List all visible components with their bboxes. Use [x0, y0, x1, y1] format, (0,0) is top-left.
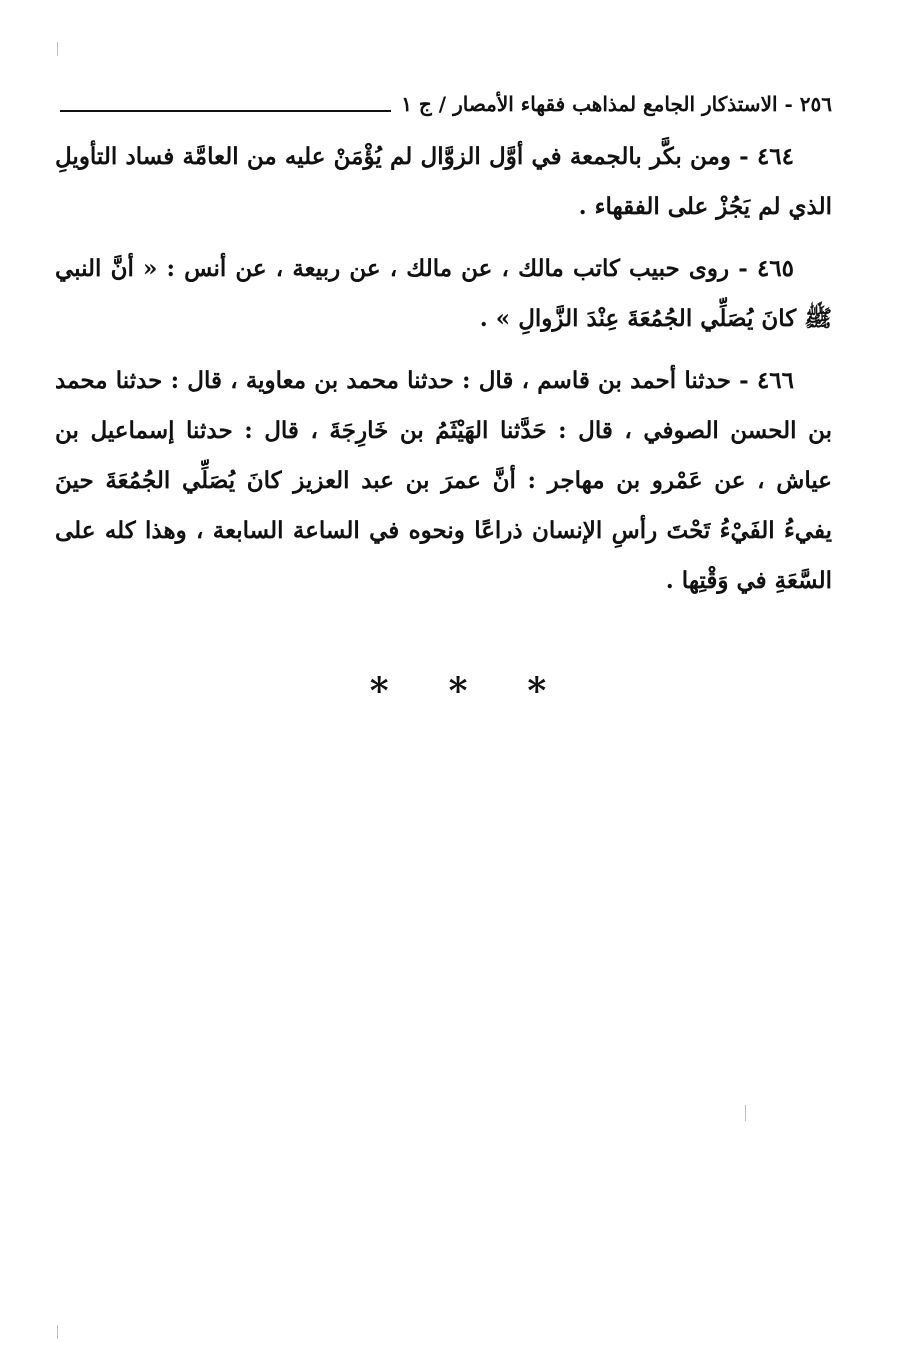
paragraph-text: - روى حبيب كاتب مالك ، عن مالك ، عن ربيعة ، عن أنس : « أنَّ النبي ﷺ كانَ يُصَلِّي الجُمُعَةَ عِنْدَ الزَّوالِ » . — [55, 255, 832, 332]
scan-speck — [57, 1325, 58, 1339]
asterisk-glyph: * — [527, 670, 547, 712]
paragraph-number: ٤٦٤ — [756, 143, 794, 170]
scan-speck — [57, 42, 58, 56]
scan-speck — [745, 1105, 746, 1121]
page-body — [55, 132, 832, 618]
paragraph-464 — [55, 132, 832, 232]
paragraph-465 — [55, 244, 832, 344]
header-rule — [60, 110, 391, 112]
header-text — [401, 90, 832, 118]
paragraph-number: ٤٦٦ — [756, 367, 794, 394]
running-header — [60, 78, 832, 118]
section-ornament — [0, 670, 916, 712]
paragraph-466 — [55, 356, 832, 606]
running-title: - الاستذكار الجامع لمذاهب فقهاء الأمصار / ج ١ — [401, 92, 793, 116]
paragraph-text: - ومن بكَّر بالجمعة في أوَّل الزوَّال لم يُؤْمَنْ عليه من العامَّة فساد التأويلِ الذي لم يَجُزْ على الفقهاء . — [55, 143, 832, 220]
paragraph-number: ٤٦٥ — [756, 255, 794, 282]
page-number: ٢٥٦ — [799, 92, 832, 116]
asterisk-glyph: * — [369, 670, 389, 712]
paragraph-text: - حدثنا أحمد بن قاسم ، قال : حدثنا محمد بن معاوية ، قال : حدثنا محمد بن الحسن الصوفي ، قال : حَدَّثنا الهَيْثَمُ بن خَارِجَةَ ، قال : حدثنا إسماعيل بن عياش ، عن عَمْرو بن مهاجر : أنَّ عمرَ بن عبد العزيز كانَ يُصَلِّي الجُمُعَةَ حينَ يفيءُ الفَيْءُ تَحْتَ رأسِ الإنسان ذراعًا ونحوه في الساعة السابعة ، وهذا كله على السَّعَةِ في وَقْتِها . — [55, 367, 832, 594]
asterisk-glyph: * — [448, 670, 468, 712]
